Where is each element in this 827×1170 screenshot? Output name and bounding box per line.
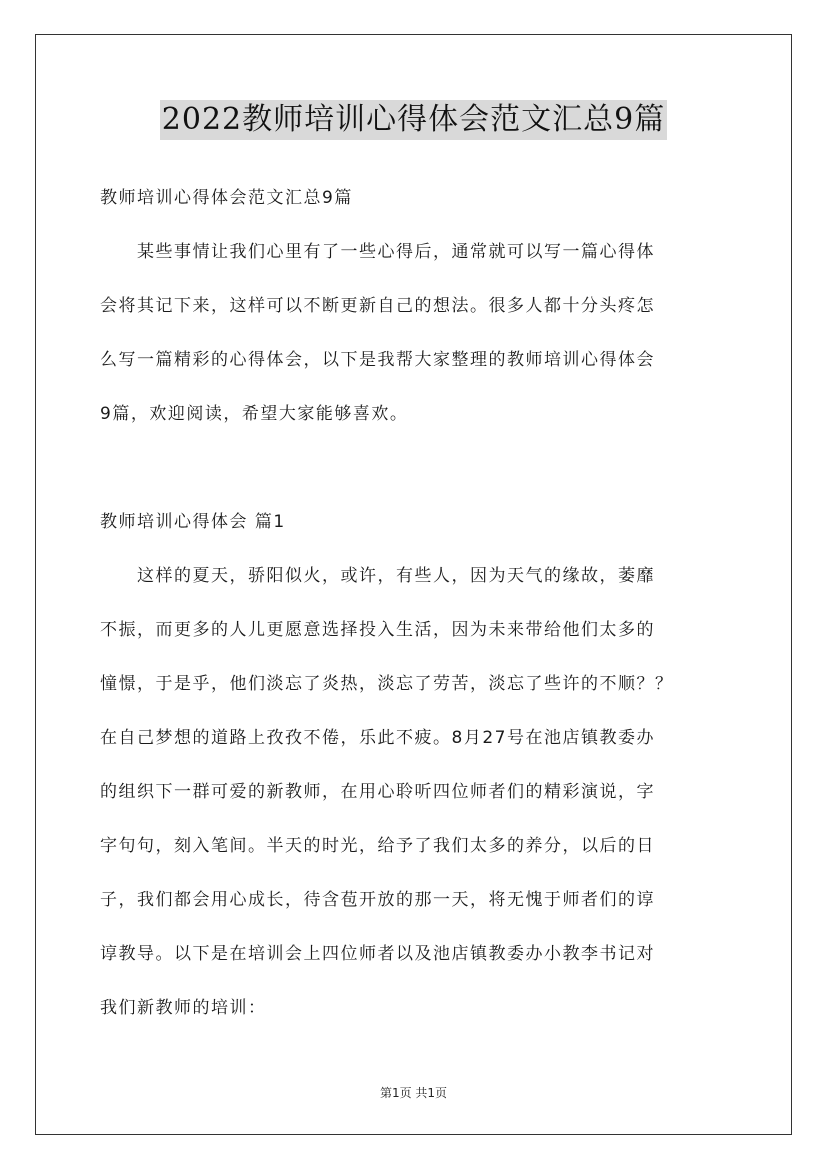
document-subtitle: 教师培训心得体会范文汇总9篇 bbox=[100, 188, 353, 208]
intro-line-3: 么写一篇精彩的心得体会，以下是我帮大家整理的教师培训心得体会 bbox=[100, 350, 655, 370]
intro-line-1: 某些事情让我们心里有了一些心得后，通常就可以写一篇心得体 bbox=[100, 242, 655, 262]
page-footer: 第1页 共1页 bbox=[379, 1086, 448, 1100]
section-heading: 教师培训心得体会 篇1 bbox=[100, 512, 286, 532]
body-line-5: 的组织下一群可爱的新教师，在用心聆听四位师者们的精彩演说，字 bbox=[100, 782, 655, 802]
body-line-8: 谆教导。以下是在培训会上四位师者以及池店镇教委办小教李书记对 bbox=[100, 944, 655, 964]
body-line-3: 憧憬，于是乎，他们淡忘了炎热，淡忘了劳苦，淡忘了些许的不顺？？ bbox=[100, 674, 674, 694]
body-line-9: 我们新教师的培训： bbox=[100, 998, 267, 1018]
body-line-4: 在自己梦想的道路上孜孜不倦，乐此不疲。8月27号在池店镇教委办 bbox=[100, 728, 655, 748]
body-line-7: 子，我们都会用心成长，待含苞开放的那一天，将无愧于师者们的谆 bbox=[100, 890, 655, 910]
document-title: 2022教师培训心得体会范文汇总9篇 bbox=[160, 100, 667, 140]
title-container bbox=[0, 100, 827, 140]
body-line-6: 字句句，刻入笔间。半天的时光，给予了我们太多的养分，以后的日 bbox=[100, 836, 655, 856]
intro-line-4: 9篇，欢迎阅读，希望大家能够喜欢。 bbox=[100, 404, 409, 424]
body-line-2: 不振，而更多的人儿更愿意选择投入生活，因为未来带给他们太多的 bbox=[100, 620, 655, 640]
intro-line-2: 会将其记下来，这样可以不断更新自己的想法。很多人都十分头疼怎 bbox=[100, 296, 655, 316]
body-line-1: 这样的夏天，骄阳似火，或许，有些人，因为天气的缘故，萎靡 bbox=[100, 566, 655, 586]
